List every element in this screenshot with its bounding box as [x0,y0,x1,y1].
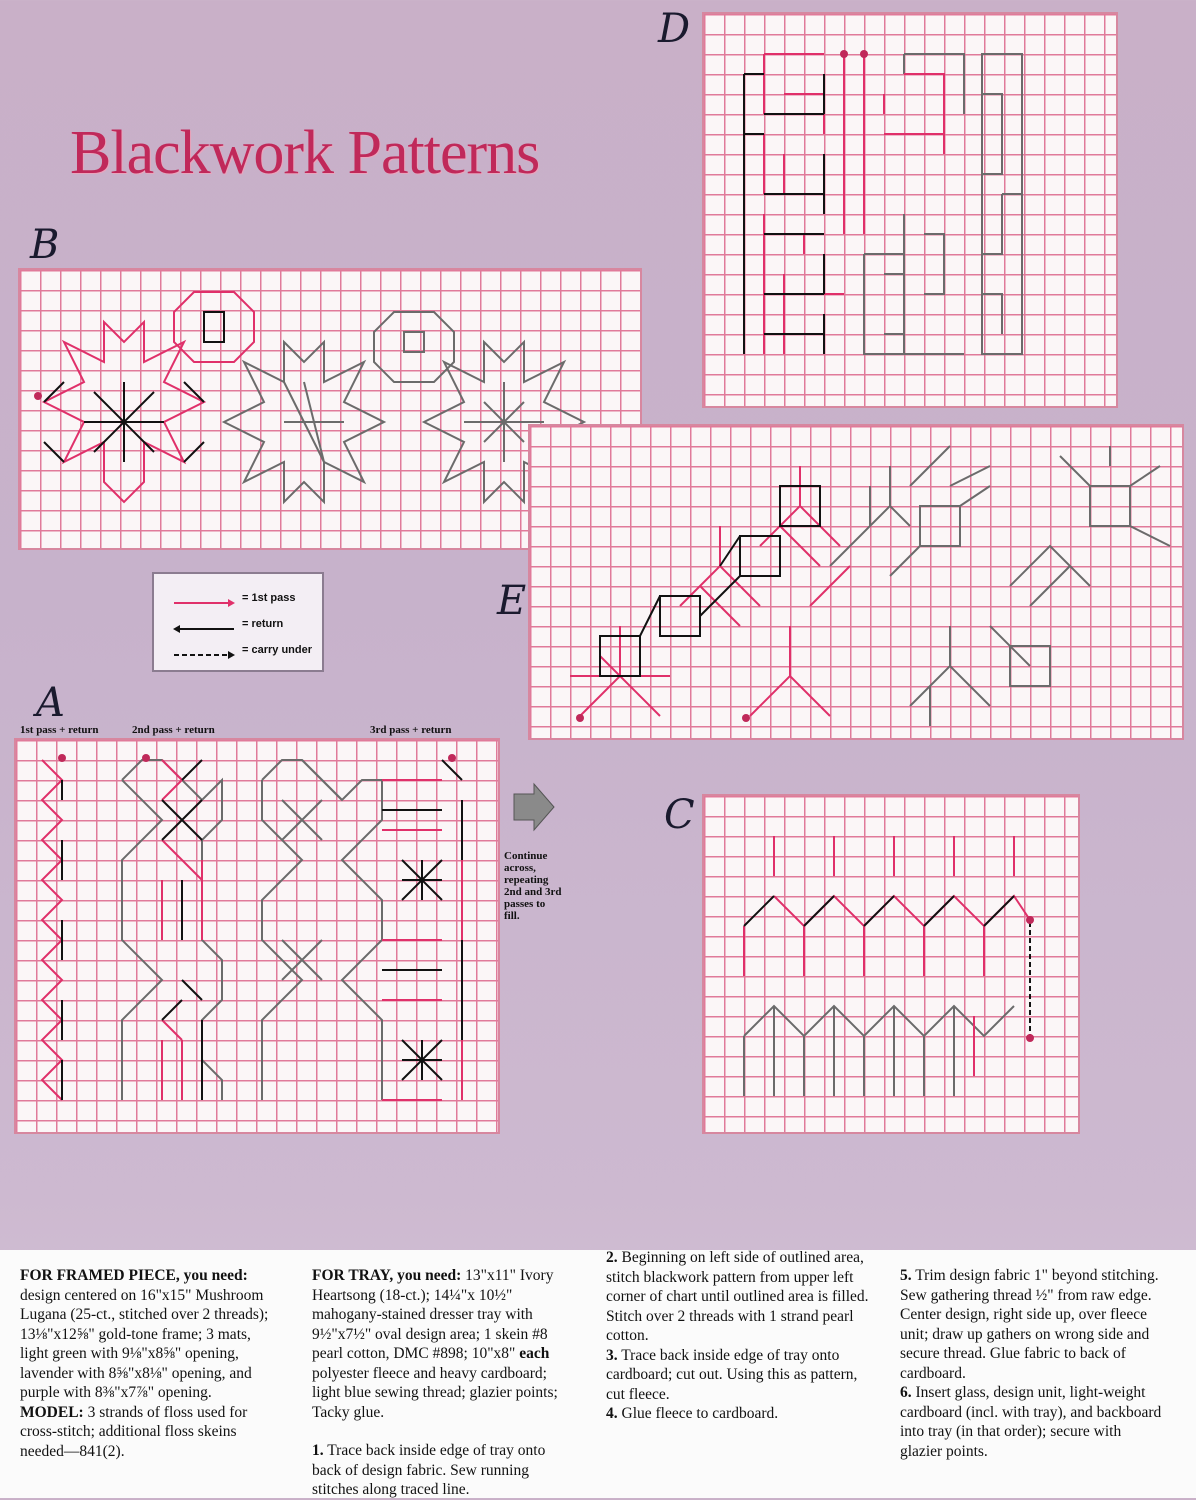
panel-letter-d: D [658,6,691,52]
pattern-e-drawing [530,426,1186,742]
tray-each: each [519,1345,550,1362]
step-5-text: Trim design fabric 1" beyond stitching. Sew gathering thread ½" from raw edge. Center design, right side up, over fleece unit; draw up gathers on wrong side and secure thread. Glue fabric to back of cardboard. [900,1267,1159,1382]
legend-carry-under-label: = carry under [242,644,313,656]
step-3-number: 3. [606,1346,618,1364]
step-6-number: 6. [900,1384,912,1401]
panel-letter-a: A [36,680,65,726]
step-1-number: 1. [312,1442,324,1459]
step-6-text: Insert glass, design unit, light-weight cardboard (incl. with tray), and backboard into tray (in that order); secure with glazier points. [900,1384,1162,1460]
legend-first-pass-label: = 1st pass [242,592,296,604]
step-4-text: Glue fleece to cardboard. [621,1405,779,1422]
legend-first-pass [172,592,296,611]
instructions-section [0,1250,1196,1498]
instructions-column-4 [900,1266,1162,1461]
pass-label-second: 2nd pass + return [132,724,215,736]
panel-letter-e: E [497,578,527,624]
pass-label-third: 3rd pass + return [370,724,452,736]
instructions-column-2 [312,1266,574,1500]
black-arrow-icon [172,624,236,634]
pink-arrow-icon [172,598,236,608]
step-2-number: 2. [606,1249,618,1266]
pass-label-first: 1st pass + return [20,724,99,736]
legend-return [172,618,284,637]
continue-note: Continue across, repeating 2nd and 3rd passes to fill. [504,850,562,922]
step-5-number: 5. [900,1267,912,1284]
dashed-arrow-icon [172,650,236,660]
tray-body-2: polyester fleece and heavy cardboard; light blue sewing thread; glazier points; Tacky glue. [312,1364,558,1421]
pattern-a-drawing [16,740,502,1136]
panel-letter-c: C [664,792,695,838]
pattern-d-drawing [704,14,1120,410]
step-3-text: Trace back inside edge of tray onto cardboard; cut out. Using this as pattern, cut fleece. [606,1346,858,1403]
model-body: 3 strands of floss used for cross-stitch; additional floss skeins needed—841(2). [20,1403,248,1460]
tray-heading: FOR TRAY, you need: [312,1267,462,1284]
continue-arrow-icon [512,782,556,832]
pattern-d-chart [702,12,1118,408]
step-1-text: Trace back inside edge of tray onto back of design fabric. Sew running stitches along traced line. [312,1442,546,1498]
pattern-e-chart [528,424,1184,740]
instructions-column-3 [606,1248,878,1424]
legend-carry-under [172,644,313,663]
model-heading: MODEL: [20,1403,84,1421]
legend-return-label: = return [242,618,284,630]
pattern-c-chart [702,794,1080,1134]
legend-box [152,572,324,672]
step-4-number: 4. [606,1405,618,1422]
panel-letter-b: B [30,222,60,268]
pattern-c-drawing [704,796,1082,1136]
page-title: Blackwork Patterns [70,119,540,187]
tray-body: 13"x11" Ivory Heartsong (18-ct.); 14¼"x 10½" mahogany-stained dresser tray with 9½"x7½" oval design area; 1 skein #8 pearl cotton, DMC #898; 10"x8" [312,1267,554,1362]
instructions-column-1 [20,1266,275,1461]
framed-heading: FOR FRAMED PIECE, you need: [20,1267,248,1284]
framed-body: design centered on 16"x15" Mushroom Lugana (25-ct., stitched over 2 threads); 13⅛"x12⅝" gold-tone frame; 3 mats, light green with 9⅛"x8⅝" opening, lavender with 8⅝"x8⅛" opening, and purple with 8⅜"x7⅞" opening. [20,1286,269,1401]
step-2-text: Beginning on left side of outlined area, stitch blackwork pattern from upper left corner of chart until outlined area is filled. Stitch over 2 threads with 1 strand pearl cotton. [606,1249,869,1344]
pattern-a-chart [14,738,500,1134]
